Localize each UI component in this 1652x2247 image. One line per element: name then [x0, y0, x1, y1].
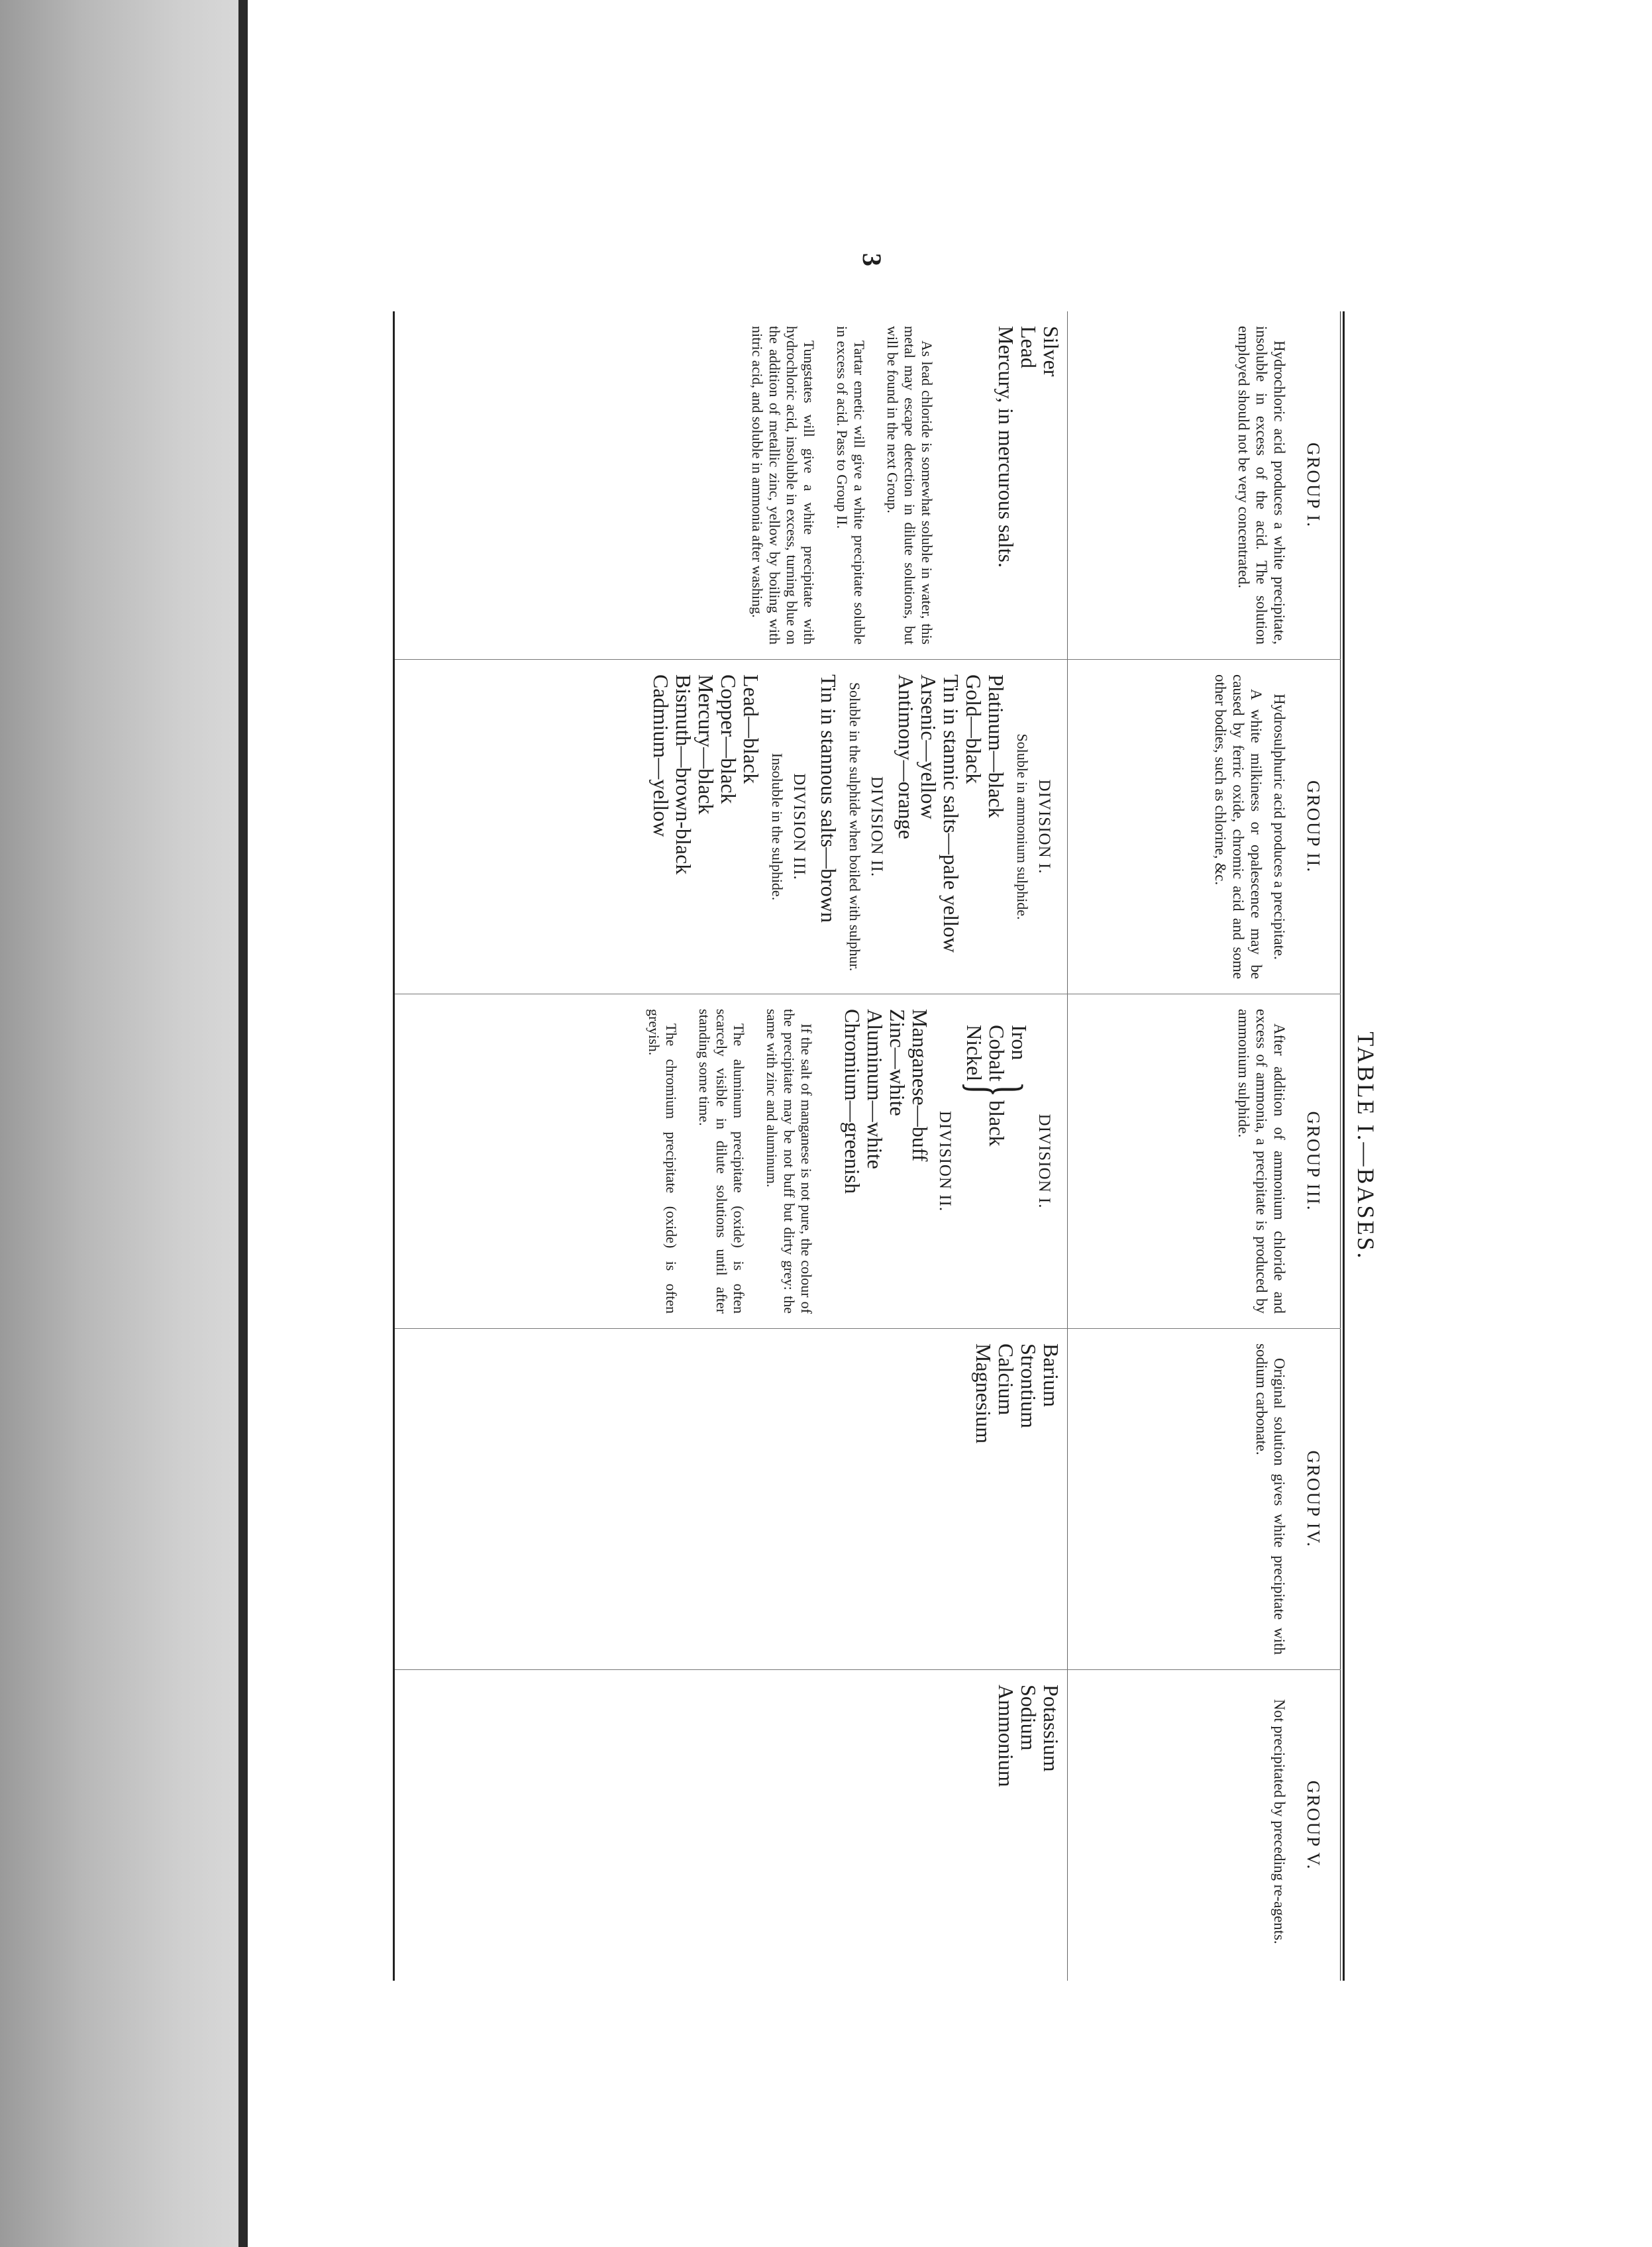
bases-table — [392, 311, 1379, 1981]
group-2-division-1-heading: DIVISION I. — [1035, 779, 1053, 874]
group-1-note: Tartar emetic will give a white precipitate soluble in excess of acid. Pass to Group II. — [834, 326, 868, 645]
braced-metal-list — [963, 1025, 1031, 1081]
group-1-note: Tungstates will give a white precipitate with hydrochloric acid, insoluble in excess, turning blue on the addition of metallic zinc, yellow by boiling with nitric acid, and soluble in ammonia after washing. — [749, 326, 817, 645]
group-1-heading: GROUP I. — [1304, 442, 1323, 528]
group-2-description-text: A white milkiness or opalescence may be caused by ferric oxide, chromic acid and some other bodies, such as chlorine, &c. — [1212, 674, 1265, 979]
metal-item: Manganese—buff — [908, 1009, 932, 1162]
metal-item: Mercury, in mercurous salts. — [994, 326, 1018, 568]
metal-item: Ammonium — [994, 1685, 1018, 1787]
metal-item: Tin in stannous salts—brown — [817, 674, 841, 923]
metal-item: Arsenic—yellow — [917, 674, 941, 819]
metal-item: Lead—black — [739, 674, 763, 784]
metal-item: Lead — [1017, 326, 1041, 368]
table-title: TABLE I.—BASES. — [1353, 1031, 1379, 1261]
metal-item: Zinc—white — [886, 1009, 909, 1116]
metal-item: Copper—black — [717, 674, 741, 804]
group-5-heading: GROUP V. — [1304, 1780, 1323, 1871]
group-1-note: As lead chloride is somewhat soluble in water, this metal may escape detection in dilute solutions, but will be found in the next Group. — [884, 326, 935, 645]
page-number: 3 — [857, 253, 887, 266]
group-2-division-2-subtitle: Soluble in the sulphide when boiled with sulphur. — [847, 682, 863, 972]
group-2-column — [395, 659, 1341, 994]
group-5-description-text: Not precipitated by preceding re-agents. — [1271, 1699, 1288, 1944]
metal-item: Aluminum—white — [863, 1009, 887, 1169]
group-4-column — [395, 1328, 1341, 1669]
metal-item: Antimony—orange — [894, 674, 918, 839]
group-2-divisions — [650, 674, 1062, 979]
metal-item: Nickel — [962, 1025, 986, 1082]
group-2-division-3-subtitle: Insoluble in the sulphide. — [769, 753, 786, 901]
brace-glyph: } — [956, 1081, 1037, 1098]
metal-item: Barium — [1039, 1343, 1063, 1407]
metal-item: Cadmium—yellow — [649, 674, 673, 837]
group-1-column — [395, 311, 1341, 659]
group-4-heading: GROUP IV. — [1304, 1450, 1323, 1548]
group-3-description-text: After addition of ammonium chloride and excess of ammonia, a precipitate is produced by ammonium sulphide. — [1235, 1009, 1288, 1314]
metal-item: Iron — [1007, 1025, 1031, 1061]
metal-item: Cobalt — [985, 1025, 1009, 1082]
metal-item: Mercury—black — [694, 674, 718, 815]
metal-item: Magnesium — [972, 1343, 996, 1444]
group-5-description — [1270, 1685, 1288, 1966]
group-3-heading: GROUP III. — [1304, 1111, 1323, 1212]
group-3-division-2-heading: DIVISION II. — [936, 1110, 954, 1212]
brace-label: black — [985, 1100, 1009, 1147]
group-1-description — [1235, 326, 1288, 645]
metal-item: Gold—black — [962, 674, 986, 784]
group-2-description — [1212, 674, 1288, 979]
group-3-note: The aluminum precipitate (oxide) is often scarcely visible in dilute solutions until after standing some time. — [696, 1009, 747, 1314]
group-1-metals — [749, 326, 1062, 645]
group-4-description-text: Original solution gives white precipitate with sodium carbonate. — [1253, 1343, 1288, 1655]
group-3-description — [1235, 1009, 1288, 1314]
group-4-description — [1253, 1343, 1288, 1655]
metal-item: Silver — [1039, 326, 1063, 377]
group-5-column — [395, 1669, 1341, 1981]
metal-item: Chromium—greenish — [841, 1009, 864, 1194]
group-2-division-3-heading: DIVISION III. — [790, 773, 808, 880]
book-gutter — [0, 0, 238, 2247]
metal-item: Strontium — [1017, 1343, 1041, 1429]
metal-item: Potassium — [1039, 1685, 1063, 1772]
metal-item: Bismuth—brown-black — [672, 674, 696, 875]
group-1-description-text: Hydrochloric acid produces a white precipitate, insoluble in excess of the acid. The solution employed should not be very concentrated. — [1235, 326, 1288, 645]
group-3-note: If the salt of manganese is not pure, the colour of the precipitate may be not buff but dirty grey: the same with zinc and aluminum. — [764, 1009, 815, 1314]
metal-item: Platinum—black — [984, 674, 1008, 818]
group-2-description-text: Hydrosulphuric acid produces a precipitate. — [1271, 694, 1288, 960]
group-3-divisions — [645, 1009, 1062, 1314]
table-top-rule — [1343, 311, 1345, 1981]
group-2-division-1-subtitle: Soluble in ammonium sulphide. — [1014, 733, 1031, 920]
metal-item: Calcium — [994, 1343, 1018, 1416]
group-5-metals — [995, 1685, 1062, 1966]
group-2-heading: GROUP II. — [1304, 780, 1323, 873]
book-spine — [238, 0, 248, 2247]
group-3-note: The chromium precipitate (oxide) is often greyish. — [646, 1009, 680, 1314]
group-2-division-2-heading: DIVISION II. — [868, 776, 886, 878]
metal-item: Sodium — [1017, 1685, 1041, 1751]
group-4-metals — [972, 1343, 1062, 1655]
group-3-braced-metals — [956, 1025, 1037, 1314]
metal-item: Tin in stannic salts—pale yellow — [939, 674, 963, 953]
group-3-division-1-heading: DIVISION I. — [1035, 1114, 1053, 1209]
group-3-column — [395, 994, 1341, 1328]
